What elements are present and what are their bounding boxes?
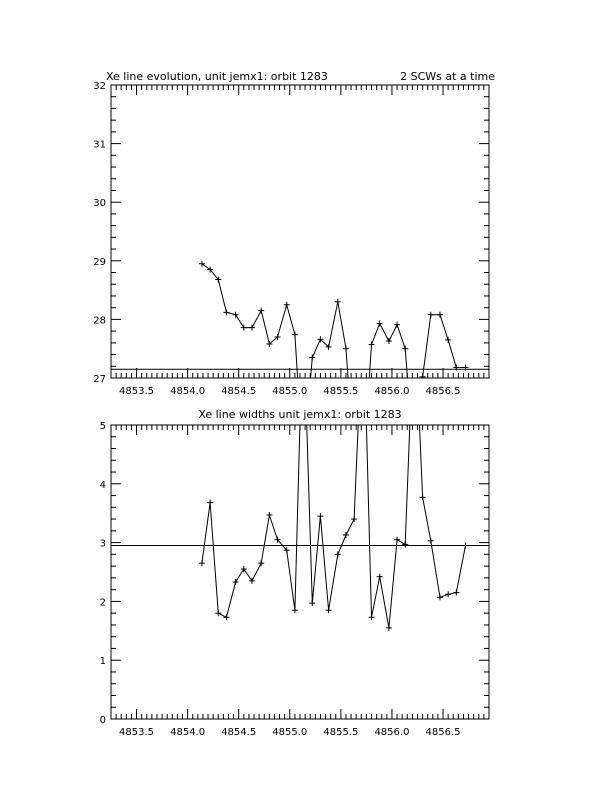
widths-y-tick-label: 5 bbox=[99, 421, 106, 432]
evolution-data-point bbox=[258, 308, 264, 314]
widths-plot-area bbox=[111, 307, 489, 630]
widths-data-point bbox=[241, 566, 247, 572]
widths-y-tick-label: 2 bbox=[99, 597, 106, 609]
widths-chart-title: Xe line widths unit jemx1: orbit 1283 bbox=[198, 408, 402, 421]
evolution-chart-title: Xe line evolution, unit jemx1: orbit 1283 bbox=[106, 70, 328, 83]
widths-series-line bbox=[202, 307, 466, 628]
evolution-y-tick-label: 29 bbox=[93, 256, 106, 268]
evolution-y-tick-label: 30 bbox=[93, 198, 106, 210]
widths-y-tick-label: 1 bbox=[99, 656, 106, 668]
evolution-data-point bbox=[420, 374, 426, 380]
evolution-data-point bbox=[437, 312, 443, 318]
evolution-y-tick-label: 31 bbox=[93, 139, 106, 151]
widths-x-tick-label: 4855.5 bbox=[323, 727, 359, 738]
widths-data-point bbox=[258, 560, 264, 566]
widths-data-point bbox=[445, 591, 451, 597]
widths-data-point bbox=[215, 610, 221, 616]
evolution-x-tick-label: 4856.0 bbox=[374, 386, 410, 397]
evolution-data-point bbox=[309, 354, 315, 360]
evolution-data-point bbox=[223, 309, 229, 315]
widths-data-point bbox=[402, 541, 408, 547]
evolution-x-tick-label: 4854.5 bbox=[221, 386, 257, 397]
widths-data-point bbox=[377, 574, 383, 580]
widths-plot-frame bbox=[111, 425, 489, 719]
widths-x-tick-label: 4853.5 bbox=[119, 727, 155, 738]
evolution-data-point bbox=[292, 332, 298, 338]
widths-data-point bbox=[428, 538, 434, 544]
evolution-x-tick-label: 4853.5 bbox=[119, 386, 155, 397]
widths-data-point bbox=[351, 516, 357, 522]
evolution-data-point bbox=[233, 312, 239, 318]
widths-y-tick-label: 3 bbox=[99, 538, 106, 550]
evolution-data-point bbox=[428, 312, 434, 318]
evolution-chart bbox=[93, 70, 495, 466]
evolution-y-tick-label: 32 bbox=[93, 81, 106, 92]
evolution-data-point bbox=[377, 321, 383, 327]
evolution-series-line bbox=[202, 264, 466, 466]
widths-data-point bbox=[463, 543, 469, 549]
evolution-data-point bbox=[369, 342, 375, 348]
evolution-chart-subtitle: 2 SCWs at a time bbox=[400, 70, 495, 83]
widths-data-point bbox=[394, 537, 400, 543]
widths-data-point bbox=[453, 590, 459, 596]
widths-data-point bbox=[223, 614, 229, 620]
evolution-data-point bbox=[386, 338, 392, 344]
evolution-data-point bbox=[241, 325, 247, 331]
evolution-y-tick-label: 27 bbox=[93, 374, 106, 385]
evolution-x-tick-label: 4854.0 bbox=[170, 386, 206, 397]
evolution-axis-ticks bbox=[111, 85, 489, 378]
widths-x-tick-label: 4854.5 bbox=[221, 727, 257, 738]
widths-chart bbox=[100, 307, 489, 738]
widths-axis-ticks bbox=[111, 425, 489, 719]
widths-data-point bbox=[207, 500, 213, 506]
evolution-x-tick-label: 4856.5 bbox=[425, 386, 461, 397]
widths-data-point bbox=[386, 625, 392, 631]
widths-y-tick-label: 4 bbox=[99, 479, 106, 491]
evolution-x-tick-label: 4855.0 bbox=[272, 386, 308, 397]
widths-data-point bbox=[343, 532, 349, 538]
widths-data-point bbox=[292, 607, 298, 613]
widths-data-point bbox=[266, 512, 272, 518]
evolution-plot-frame bbox=[111, 85, 489, 378]
evolution-data-point bbox=[284, 302, 290, 308]
widths-data-point bbox=[233, 579, 239, 585]
widths-data-point bbox=[326, 607, 332, 613]
evolution-data-point bbox=[249, 325, 255, 331]
evolution-data-point bbox=[402, 346, 408, 352]
widths-data-point bbox=[317, 513, 323, 519]
evolution-data-point bbox=[394, 322, 400, 328]
widths-x-tick-label: 4855.0 bbox=[272, 727, 308, 738]
widths-data-point bbox=[369, 614, 375, 620]
widths-y-tick-label: 0 bbox=[99, 715, 106, 726]
widths-data-point bbox=[437, 594, 443, 600]
widths-data-point bbox=[249, 578, 255, 584]
evolution-y-tick-label: 28 bbox=[93, 315, 106, 327]
widths-data-point bbox=[335, 551, 341, 557]
evolution-data-point bbox=[445, 337, 451, 343]
widths-data-point bbox=[420, 494, 426, 500]
evolution-x-tick-label: 4855.5 bbox=[323, 386, 359, 397]
evolution-data-point bbox=[343, 346, 349, 352]
widths-x-tick-label: 4856.0 bbox=[374, 727, 410, 738]
widths-x-tick-label: 4854.0 bbox=[170, 727, 206, 738]
evolution-data-point bbox=[335, 299, 341, 305]
widths-data-point bbox=[309, 600, 315, 606]
widths-data-point bbox=[199, 560, 205, 566]
widths-tick-labels bbox=[100, 421, 461, 738]
widths-x-tick-label: 4856.5 bbox=[425, 727, 461, 738]
